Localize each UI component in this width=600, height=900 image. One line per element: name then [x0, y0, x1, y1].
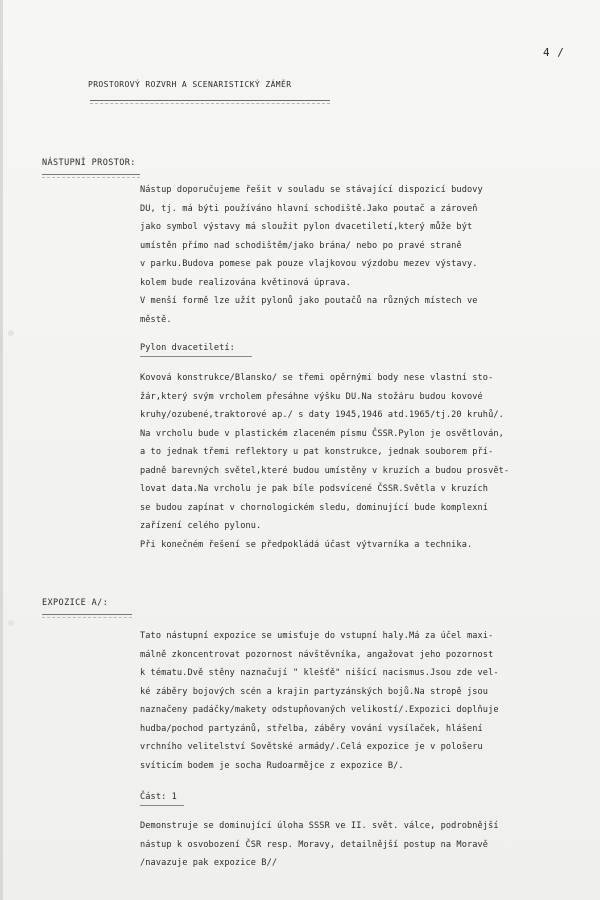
- section-underline: [42, 174, 140, 178]
- text-line: Nástup doporučujeme řešit v souladu se stávající dispozicí budovy: [140, 185, 483, 195]
- page-number: 4 /: [543, 46, 565, 59]
- text-line: nástup k osvobození ČSR resp. Moravy, detailnější postup na Moravě: [140, 839, 489, 850]
- text-line: lovat data.Na vrcholu je pak bíle podsvícené ČSSR.Světla v kruzích: [140, 484, 489, 494]
- section1-paragraph1: [140, 181, 570, 329]
- subheading-underline: [140, 356, 252, 357]
- text-line: málně zkoncentrovat pozornost návštěvníka, angažovat jeho pozornost: [140, 649, 494, 660]
- text-line: jako symbol výstavy má sloužit pylon dvacetiletí,který může být: [140, 222, 473, 232]
- section-heading-expozice-a: EXPOZICE A/:: [42, 598, 109, 608]
- text-line: městě.: [140, 314, 172, 325]
- section-underline: [42, 614, 132, 618]
- text-line: k tématu.Dvě stěny naznačují " klešťě" nišící nacismus.Jsou zde vel-: [140, 668, 499, 678]
- text-line: V menší formě lze užít pylonů jako poutačů na různých místech ve: [140, 296, 478, 306]
- text-line: vrchního velitelství Sovětské armády/.Celá expozice je v pološeru: [140, 742, 483, 752]
- subheading-underline: [140, 805, 184, 806]
- text-line: Demonstruje se dominující úloha SSSR ve II. svět. válce, podrobnější: [140, 821, 499, 831]
- text-line: padně barevných světel,které budou umístěny v kruzích a budou prosvět-: [140, 465, 510, 476]
- text-line: umístěn přímo nad schodištěm/jako brána/ nebo po pravé straně: [140, 240, 462, 251]
- text-line: Tato nástupní expozice se umisťuje do vstupní haly.Má za účel maxi-: [140, 631, 494, 641]
- text-line: hudba/pochod partyzánů, střelba, záběry vování vysílaček, hlášení: [140, 723, 483, 734]
- text-line: Kovová konstrukce/Blansko/ se třemi opěrnými body nese vlastní sto-: [140, 373, 494, 383]
- section2-paragraph1: [140, 627, 570, 775]
- text-line: v parku.Budova pomese pak pouze vlajkovou výzdobu mezev výstavy.: [140, 259, 478, 269]
- text-line: Na vrcholu bude v plastickém zlaceném písmu ČSSR.Pylon je osvětlován,: [140, 428, 504, 439]
- title-underline: [90, 100, 330, 104]
- section2-paragraph2: [140, 817, 570, 873]
- subheading-cast-1: Část: 1: [140, 792, 177, 802]
- text-line: DU, tj. má býti používáno hlavní schodiště.Jako poutač a zároveň: [140, 203, 478, 214]
- text-line: ké záběry bojových scén a krajin partyzánských bojů.Na stropě jsou: [140, 686, 489, 697]
- text-line: kolem bude realizována květinová úprava.: [140, 277, 351, 288]
- page-edge-shadow: [0, 0, 3, 900]
- section1-paragraph2: [140, 369, 570, 554]
- section-heading-nastupni-prostor: NÁSTUPNÍ PROSTOR:: [42, 158, 136, 168]
- text-line: Při konečném řešení se předpokládá účast výtvarníka a technika.: [140, 539, 473, 550]
- text-line: zařízení celého pylonu.: [140, 521, 262, 531]
- text-line: /navazuje pak expozice B//: [140, 858, 278, 868]
- subheading-pylon: Pylon dvacetiletí:: [140, 343, 235, 353]
- punch-hole: [8, 620, 14, 626]
- text-line: žár,který svým vrcholem přesáhne výšku DU.Na stožáru budou kovové: [140, 391, 483, 402]
- text-line: naznačeny padáčky/makety odstupňovaných velikostí/.Expozici doplňuje: [140, 705, 499, 715]
- text-line: se budou zapínat v chornologickém sledu, dominující bude komplexní: [140, 502, 489, 513]
- text-line: a to jednak třemi reflektory u pat konstrukce, jednak souborem pří-: [140, 447, 494, 457]
- text-line: kruhy/ozubené,traktorové ap./ s daty 1945,1946 atd.1965/tj.20 kruhů/.: [140, 410, 504, 420]
- document-title: PROSTOROVÝ ROZVRH A SCENARISTICKÝ ZÁMĚR: [88, 80, 292, 89]
- punch-hole: [8, 330, 14, 336]
- text-line: svíticím bodem je socha Rudoarmějce z expozice B/.: [140, 760, 404, 771]
